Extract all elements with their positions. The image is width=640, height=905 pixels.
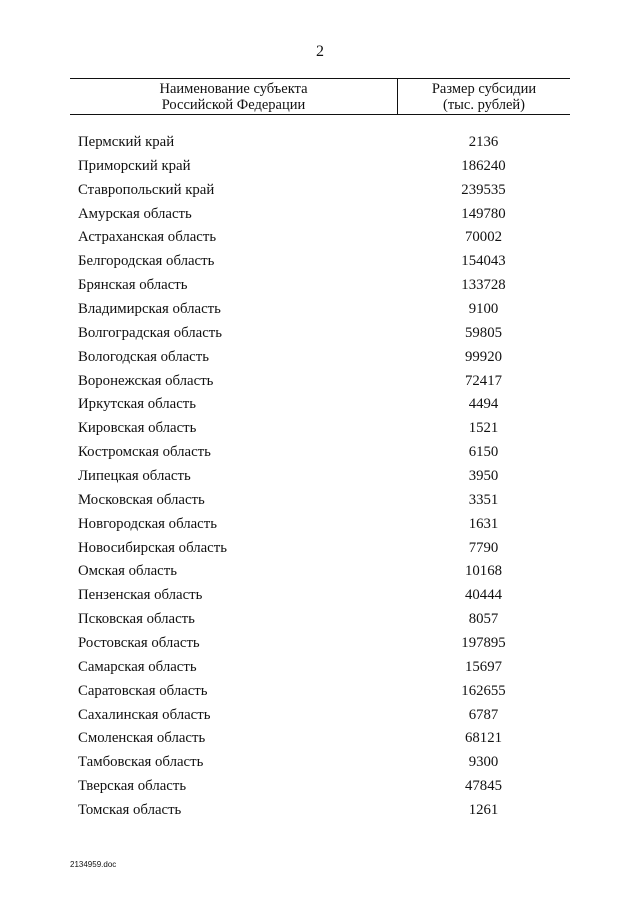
subsidy-amount: 40444 [465,587,502,604]
region-name: Воронежская область [78,372,214,389]
subsidy-amount: 3351 [468,491,499,508]
table-row [78,632,570,656]
region-name: Иркутская область [78,396,197,413]
subsidy-amount: 162655 [461,682,506,699]
table-row [78,656,570,680]
subsidy-amount: 10168 [465,563,502,580]
table-row [78,584,570,608]
table-row [78,393,570,417]
subsidy-amount: 1261 [468,802,499,819]
region-name: Брянская область [78,277,188,294]
table-row [78,417,570,441]
table-row [78,250,570,274]
subsidy-amount: 149780 [461,205,506,222]
table-row [78,465,570,489]
region-name: Сахалинская область [78,706,211,723]
region-name: Тамбовская область [78,754,204,771]
table-row [78,513,570,537]
region-name: Новосибирская область [78,539,227,556]
table-row [78,608,570,632]
table-row [78,155,570,179]
table-row [78,704,570,728]
subsidy-amount: 186240 [461,157,506,174]
region-name: Владимирская область [78,301,221,318]
region-name: Амурская область [78,205,192,222]
region-name: Псковская область [78,611,195,628]
region-name: Новгородская область [78,515,217,532]
table-body [78,131,570,823]
header-region-name [70,79,397,114]
subsidy-amount: 8057 [468,611,499,628]
region-name: Саратовская область [78,682,208,699]
region-name: Ставропольский край [78,181,215,198]
table-row [78,179,570,203]
table-header [70,78,570,115]
region-name: Белгородская область [78,253,215,270]
header-subsidy-amount [397,79,570,114]
region-name: Кировская область [78,420,197,437]
subsidy-amount: 4494 [468,396,499,413]
subsidy-amount: 68121 [465,730,502,747]
table-row [78,751,570,775]
region-name: Липецкая область [78,468,191,485]
subsidy-amount: 6150 [468,444,499,461]
subsidy-amount: 133728 [461,277,506,294]
page-number: 2 [316,43,324,60]
region-name: Смоленская область [78,730,206,747]
region-name: Волгоградская область [78,324,223,341]
subsidy-amount: 59805 [465,324,502,341]
subsidy-amount: 6787 [468,706,499,723]
subsidy-amount: 197895 [461,635,506,652]
header-subsidy-amount-line1: Размер субсидии [431,81,537,97]
region-name: Астраханская область [78,229,217,246]
table-row [78,489,570,513]
region-name: Костромская область [78,444,211,461]
header-region-name-line1: Наименование субъекта [159,81,308,97]
table-row [78,298,570,322]
header-region-name-line2: Российской Федерации [161,97,306,113]
region-name: Пензенская область [78,587,203,604]
subsidy-amount: 70002 [465,229,502,246]
subsidy-amount: 1631 [468,515,499,532]
region-name: Приморский край [78,157,191,174]
region-name: Самарская область [78,658,197,675]
table-row [78,346,570,370]
region-name: Пермский край [78,134,175,150]
table-row [78,441,570,465]
table-row [78,775,570,799]
region-name: Томская область [78,802,182,819]
header-subsidy-amount-line2: (тыс. рублей) [443,97,525,113]
table-row [78,131,570,155]
table-row [78,560,570,584]
subsidy-amount: 154043 [461,253,506,270]
table-row [78,274,570,298]
table-row [78,799,570,823]
subsidy-amount: 72417 [465,372,502,389]
region-name: Московская область [78,491,205,508]
table-row [78,226,570,250]
region-name: Ростовская область [78,635,200,652]
subsidy-amount: 47845 [465,778,502,795]
region-name: Тверская область [78,778,187,795]
subsidy-amount: 3950 [468,468,499,485]
subsidy-amount: 9300 [468,754,499,771]
table-row [78,680,570,704]
table-row [78,727,570,751]
table-row [78,537,570,561]
table-row [78,370,570,394]
subsidy-amount: 99920 [465,348,502,365]
table-row [78,203,570,227]
subsidy-amount: 239535 [461,181,506,198]
region-name: Омская область [78,563,177,580]
document-filename: 2134959.doc [70,860,117,869]
region-name: Вологодская область [78,348,209,365]
subsidy-amount: 2136 [468,134,499,150]
subsidy-amount: 1521 [468,420,499,437]
subsidy-amount: 7790 [468,539,499,556]
subsidy-amount: 15697 [465,658,502,675]
table-row [78,322,570,346]
subsidy-amount: 9100 [468,301,499,318]
